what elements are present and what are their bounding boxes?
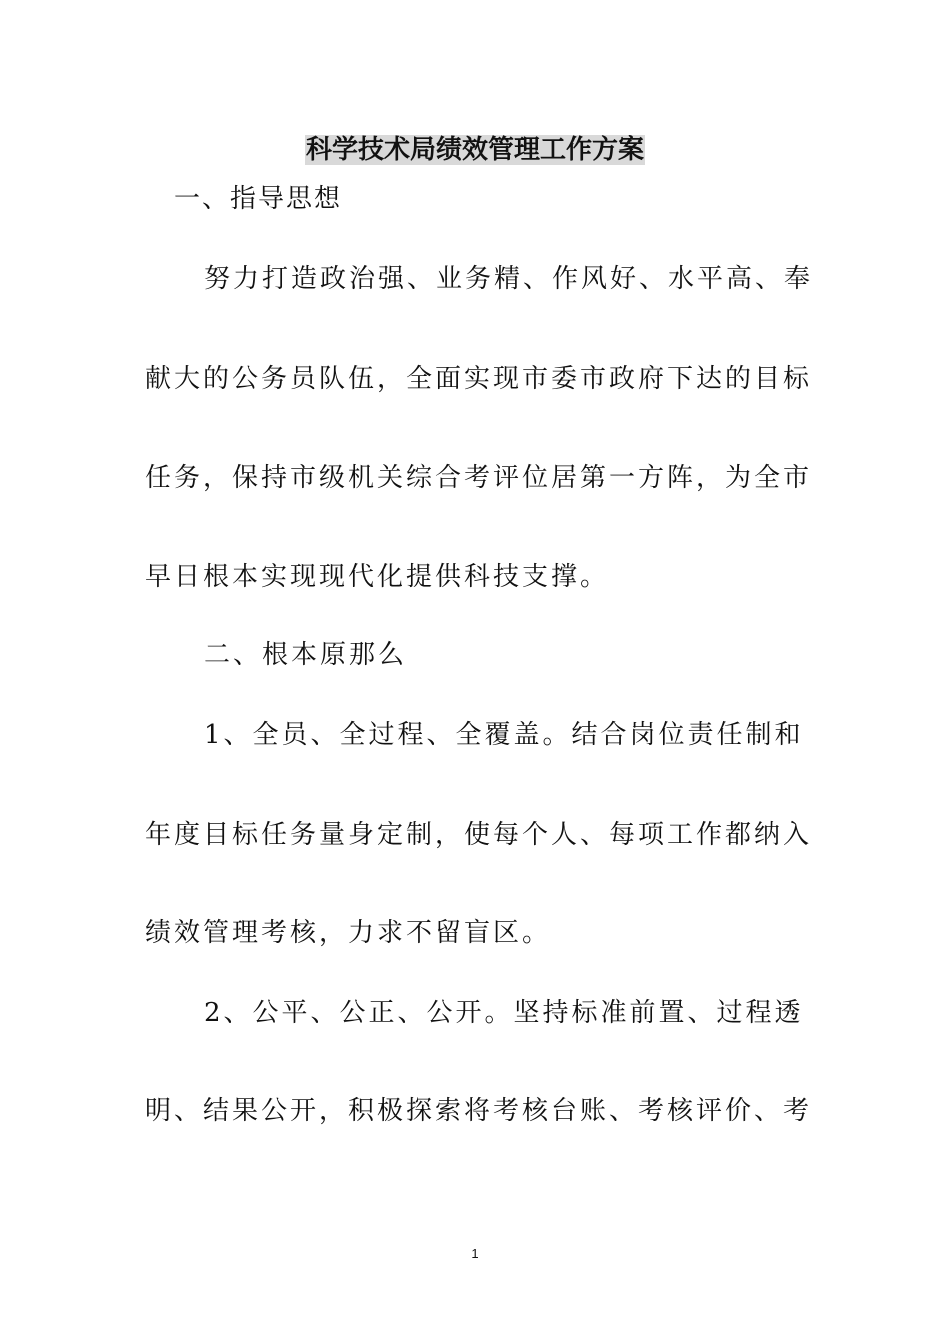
- paragraph-line: 早日根本实现现代化提供科技支撑。: [145, 562, 610, 592]
- paragraph-line: 明、结果公开，积极探索将考核台账、考核评价、考: [145, 1096, 813, 1126]
- paragraph-line: 年度目标任务量身定制，使每个人、每项工作都纳入: [145, 820, 813, 850]
- paragraph-line: 2、公平、公正、公开。坚持标准前置、过程透: [204, 998, 804, 1028]
- document-title: [0, 132, 950, 168]
- document-title-text: 科学技术局绩效管理工作方案: [305, 135, 644, 165]
- paragraph-line: 任务，保持市级机关综合考评位居第一方阵，为全市: [145, 463, 813, 493]
- paragraph-line: 绩效管理考核，力求不留盲区。: [145, 918, 552, 948]
- section-heading-basic-principles: 二、根本原那么: [204, 640, 408, 670]
- page-number: 1: [471, 1246, 479, 1261]
- paragraph-line: 1、全员、全过程、全覆盖。结合岗位责任制和: [204, 720, 804, 750]
- paragraph-line: 努力打造政治强、业务精、作风好、水平高、奉: [204, 264, 814, 294]
- section-heading-guiding-thought: 一、指导思想: [174, 184, 343, 214]
- paragraph-line: 献大的公务员队伍，全面实现市委市政府下达的目标: [145, 364, 813, 394]
